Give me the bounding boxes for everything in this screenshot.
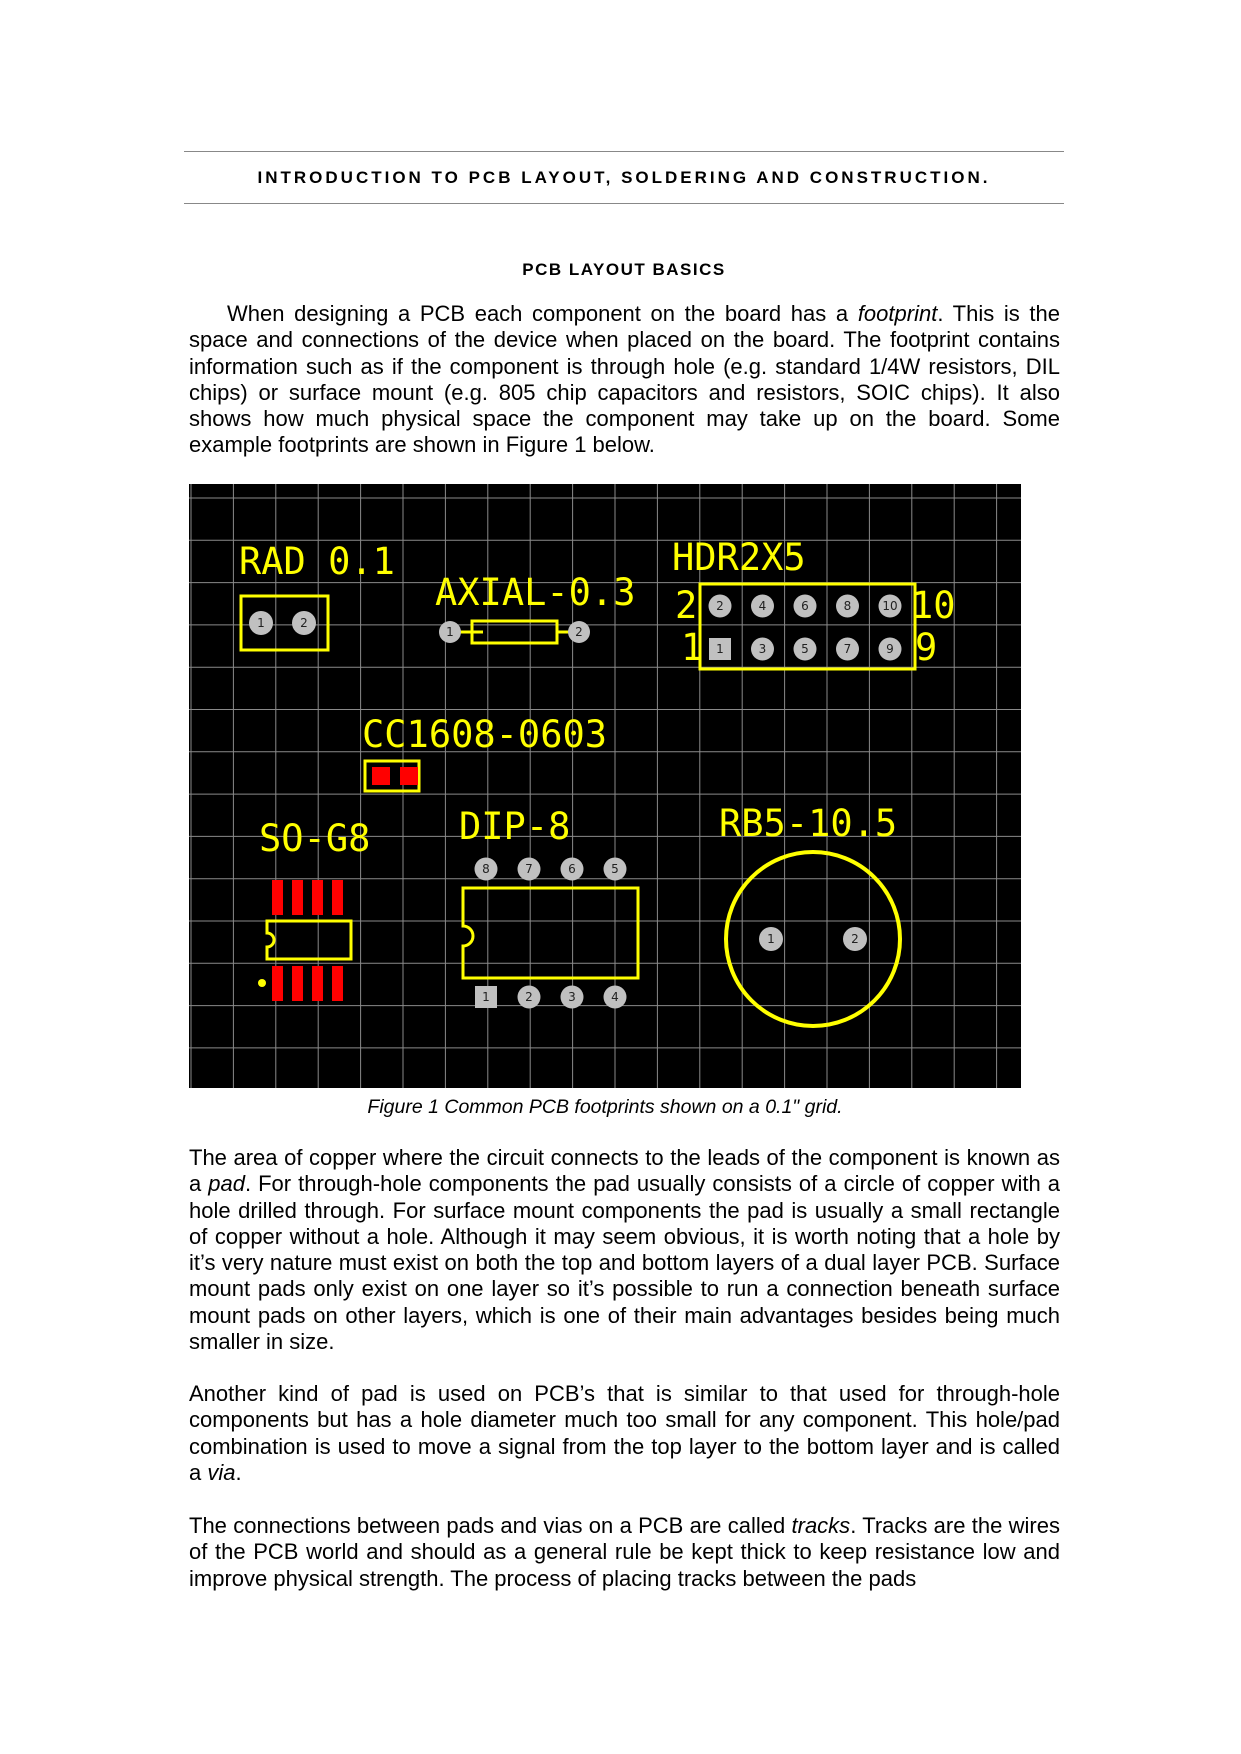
figure-caption: Figure 1 Common PCB footprints shown on a 0.1" grid. — [367, 1096, 843, 1118]
paragraph-footprint: When designing a PCB each component on the board has a footprint. This is the space and connections of the device when placed on the board. The footprint contains information such as if the component is through hole (e.g. standard 1/4W resistors, DIL chips) or surface mount (e.g. 805 chip capacitors and resistors, SOIC chips). It also shows how much physical space the component may take up on the board. Some example footprints are shown in Figure 1 below. — [189, 301, 1060, 458]
header-rule-bottom — [184, 203, 1064, 204]
paragraph-pad: The area of copper where the circuit connects to the leads of the component is known as a pad. For through-hole components the pad usually consists of a circle of copper with a hole drilled through. For surface mount components the pad is usually a small rectangle of copper without a hole. Although it may seem obvious, it is worth noting that a hole by it’s very nature must exist on both the top and bottom layers of a dual layer PCB. Surface mount pads only exist on one layer so it’s possible to run a connection beneath surface mount pads on other layers, which is one of their main advantages besides being much smaller in size. — [189, 1145, 1060, 1355]
rad-pad-2-label: 2 — [300, 616, 308, 630]
hdr-left-bottom-label: 1 — [681, 626, 704, 669]
so-pad-bottom — [332, 966, 343, 1001]
dip-pad-top-label: 5 — [611, 862, 619, 876]
hdr-pad-bottom-label: 3 — [758, 642, 767, 656]
cc-pad-1 — [372, 767, 390, 785]
paragraph-tracks: The connections between pads and vias on a PCB are called tracks. Tracks are the wires of the PCB world and should as a general rule be kept thick to keep resistance low and improve physical strength. The process of placing tracks between the pads — [189, 1513, 1060, 1591]
rb-label: RB5-10.5 — [719, 802, 898, 845]
footprint-diagram — [189, 484, 1021, 1088]
hdr-pad-top-label: 10 — [882, 599, 898, 613]
hdr-pad-top-label: 4 — [758, 599, 767, 613]
so-label: SO-G8 — [259, 817, 371, 860]
hdr-pad-bottom-label: 7 — [843, 642, 852, 656]
so-body-outline — [267, 921, 351, 959]
dip-pad-top-label: 8 — [482, 862, 490, 876]
header-rule-top — [184, 151, 1064, 152]
axial-body — [472, 621, 557, 643]
running-header: INTRODUCTION TO PCB LAYOUT, SOLDERING AND CONSTRUCTION. — [257, 168, 991, 187]
dip-pads — [475, 858, 627, 1009]
dip-pad-bottom-label: 1 — [482, 990, 490, 1004]
paragraph-via: Another kind of pad is used on PCB’s that is similar to that used for through-hole components but has a hole diameter much too small for any component. This hole/pad combination is used to move a signal from the top layer to the bottom layer and is called a via. — [189, 1381, 1060, 1485]
axial-pad-2-label: 2 — [575, 625, 583, 639]
rad-label: RAD 0.1 — [239, 540, 395, 583]
so-pad-bottom — [312, 966, 323, 1001]
figure-pcb-footprints — [189, 484, 1021, 1088]
dip-pad-top-label: 7 — [525, 862, 533, 876]
dip-body-outline — [463, 888, 638, 978]
so-pad-top — [272, 880, 283, 915]
hdr-pads — [709, 595, 902, 661]
so-pad-bottom — [292, 966, 303, 1001]
section-title: PCB LAYOUT BASICS — [522, 260, 726, 279]
axial-pad-1-label: 1 — [446, 625, 454, 639]
dip-pad-top-label: 6 — [568, 862, 576, 876]
hdr-pad-top-label: 2 — [716, 599, 724, 613]
cc-pad-2 — [400, 767, 418, 785]
rb-pad-2-label: 2 — [851, 932, 859, 946]
hdr-pad-bottom-label: 1 — [716, 642, 724, 656]
dip-pad-bottom-label: 2 — [525, 990, 533, 1004]
hdr-right-bottom-label: 9 — [915, 626, 938, 669]
axial-label: AXIAL-0.3 — [435, 571, 636, 614]
hdr-pad-top-label: 6 — [801, 599, 809, 613]
hdr-label: HDR2X5 — [672, 536, 806, 579]
so-pin1-marker — [258, 979, 266, 987]
hdr-right-top-label: 10 — [911, 584, 956, 627]
rb-pad-1-label: 1 — [767, 932, 775, 946]
rad-pad-1-label: 1 — [257, 616, 265, 630]
hdr-pad-top-label: 8 — [843, 599, 852, 613]
hdr-pad-bottom-label: 9 — [886, 642, 894, 656]
hdr-left-top-label: 2 — [675, 584, 698, 627]
dip-label: DIP-8 — [459, 805, 571, 848]
cc-label: CC1608-0603 — [362, 713, 608, 756]
rb-outline — [726, 852, 900, 1026]
so-pad-top — [332, 880, 343, 915]
dip-pad-bottom-label: 3 — [568, 990, 576, 1004]
so-pads — [272, 880, 343, 1001]
hdr-pad-bottom-label: 5 — [801, 642, 809, 656]
so-pad-top — [292, 880, 303, 915]
so-pad-top — [312, 880, 323, 915]
so-pad-bottom — [272, 966, 283, 1001]
dip-pad-bottom-label: 4 — [611, 990, 619, 1004]
